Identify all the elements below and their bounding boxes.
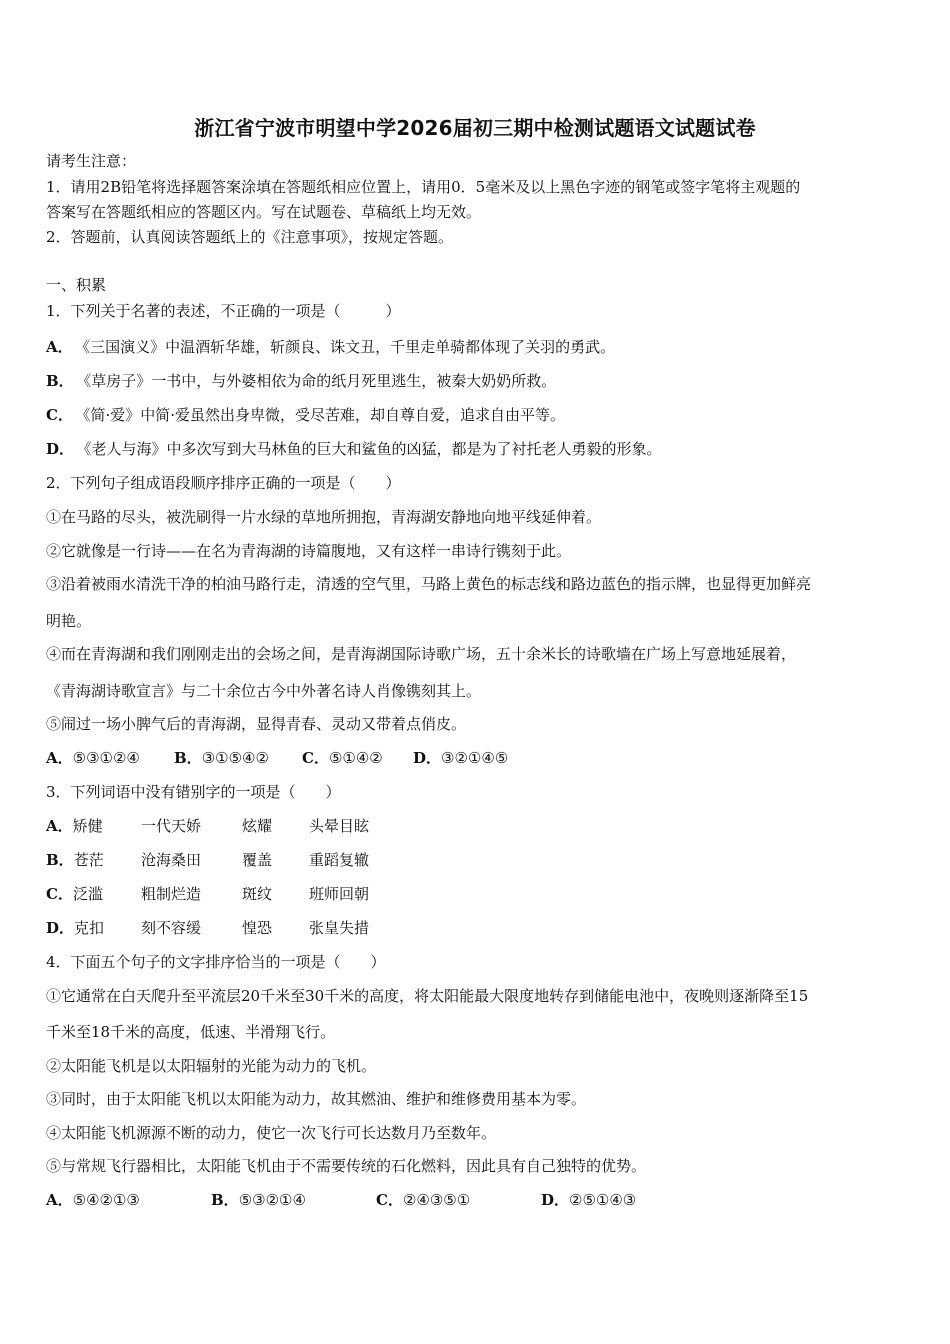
q2-sentence: ④而在青海湖和我们刚刚走出的会场之间，是青海湖国际诗歌广场，五十余米长的诗歌墙在广场上写意地延展着， <box>46 645 797 663</box>
option-text: ②④③⑤① <box>402 1191 471 1209</box>
q2-sentence: 《青海湖诗歌宣言》与二十余位古今中外著名诗人肖像镌刻其上。 <box>46 682 482 700</box>
q4-sentence: ②太阳能飞机是以太阳辐射的光能为动力的飞机。 <box>46 1057 377 1075</box>
option-word: 张皇失措 <box>309 919 370 937</box>
notice-heading: 请考生注意： <box>46 152 137 170</box>
q2-sentence: ②它就像是一行诗——在名为青海湖的诗篇腹地，又有这样一串诗行镌刻于此。 <box>46 542 572 560</box>
option-word: 班师回朝 <box>309 885 370 903</box>
option-label: B． <box>211 1191 239 1209</box>
q3-option-d-label <box>46 919 104 937</box>
option-word: 炫耀 <box>242 817 273 835</box>
option-word: 苍茫 <box>73 851 104 869</box>
option-text: ③①⑤④② <box>201 749 269 767</box>
option-label: C． <box>376 1191 403 1209</box>
option-text: 《草房子》一书中，与外婆相依为命的纸月死里逃生，被秦大奶奶所救。 <box>83 372 557 390</box>
q2-sentence: ①在马路的尽头，被洗刷得一片水绿的草地所拥抱，青海湖安静地向地平线延伸着。 <box>46 508 602 526</box>
section-heading: 一、积累 <box>46 276 107 294</box>
q4-option-d <box>541 1191 636 1209</box>
option-word: 覆盖 <box>242 851 273 869</box>
option-word: 一代天娇 <box>141 817 202 835</box>
option-text: 《老人与海》中多次写到大马林鱼的巨大和鲨鱼的凶猛，都是为了衬托老人勇毅的形象。 <box>84 440 662 458</box>
option-label: A． <box>46 1191 73 1209</box>
option-word: 粗制烂造 <box>141 885 202 903</box>
option-text: ⑤③②①④ <box>238 1191 306 1209</box>
option-word: 斑纹 <box>242 885 273 903</box>
option-label: A． <box>46 817 73 835</box>
q4-option-a <box>46 1191 140 1209</box>
q2-sentence: ⑤闹过一场小脾气后的青海湖，显得青春、灵动又带着点俏皮。 <box>46 715 467 733</box>
q4-sentence: ①它通常在白天爬升至平流层20千米至30千米的高度，将太阳能最大限度地转存到储能电池中，夜晚则逐渐降至15 <box>46 987 809 1005</box>
q3-option-b-label <box>46 851 104 869</box>
option-label: A． <box>46 749 73 767</box>
option-text: ⑤①④② <box>328 749 383 767</box>
q2-sentence: ③沿着被雨水清洗干净的柏油马路行走，清透的空气里，马路上黄色的标志线和路边蓝色的指示牌，也显得更加鲜亮 <box>46 575 812 593</box>
notice-line: 1．请用2B铅笔将选择题答案涂填在答题纸相应位置上，请用0．5毫米及以上黑色字迹的钢笔或签字笔将主观题的 <box>46 178 801 196</box>
question-3-stem: 3．下列词语中没有错别字的一项是（ ） <box>46 783 341 801</box>
question-2-stem: 2．下列句子组成语段顺序排序正确的一项是（ ） <box>46 474 401 492</box>
option-word: 刻不容缓 <box>141 919 202 937</box>
option-word: 克扣 <box>74 919 105 937</box>
page-title: 浙江省宁波市明望中学2026届初三期中检测试题语文试题试卷 <box>194 116 756 140</box>
q1-option-c <box>46 406 565 424</box>
q2-option-a <box>46 749 140 767</box>
option-label: D． <box>541 1191 570 1209</box>
q1-option-b <box>46 372 556 390</box>
option-word: 头晕目眩 <box>309 817 370 835</box>
option-label: D． <box>413 749 442 767</box>
option-text: ⑤③①②④ <box>72 749 140 767</box>
notice-line: 答案写在答题纸相应的答题区内。写在试题卷、草稿纸上均无效。 <box>46 203 482 221</box>
q3-option-a-label <box>46 817 103 835</box>
q2-option-b <box>174 749 269 767</box>
q2-sentence: 明艳。 <box>46 612 92 630</box>
option-word: 重蹈复辙 <box>309 851 370 869</box>
q4-option-c <box>376 1191 470 1209</box>
q1-option-a <box>46 338 615 356</box>
option-label: B． <box>46 851 74 869</box>
q4-sentence: ③同时，由于太阳能飞机以太阳能为动力，故其燃油、维护和维修费用基本为零。 <box>46 1090 587 1108</box>
q4-sentence: ⑤与常规飞行器相比，太阳能飞机由于不需要传统的石化燃料，因此具有自己独特的优势。 <box>46 1157 647 1175</box>
q2-option-d <box>413 749 508 767</box>
option-word: 惶恐 <box>242 919 273 937</box>
option-text: ②⑤①④③ <box>569 1191 637 1209</box>
option-label: D． <box>46 919 75 937</box>
q4-option-b <box>211 1191 306 1209</box>
q1-option-d <box>46 440 662 458</box>
option-label: A． <box>46 338 73 356</box>
option-label: C． <box>46 885 73 903</box>
option-text: ⑤④②①③ <box>72 1191 140 1209</box>
q2-option-c <box>302 749 383 767</box>
q4-sentence: 千米至18千米的高度，低速、半滑翔飞行。 <box>46 1023 336 1041</box>
option-text: 《简·爱》中简·爱虽然出身卑微，受尽苦难，却自尊自爱，追求自由平等。 <box>82 406 565 424</box>
option-label: D． <box>46 440 75 458</box>
question-4-stem: 4．下面五个句子的文字排序恰当的一项是（ ） <box>46 953 386 971</box>
option-label: B． <box>174 749 202 767</box>
option-label: C． <box>46 406 73 424</box>
option-label: B． <box>46 372 74 390</box>
option-text: 《三国演义》中温酒斩华雄，斩颜良、诛文丑，千里走单骑都体现了关羽的勇武。 <box>82 338 616 356</box>
option-word: 矫健 <box>72 817 103 835</box>
option-text: ③②①④⑤ <box>441 749 509 767</box>
question-1-stem: 1．下列关于名著的表述，不正确的一项是（ ） <box>46 302 401 320</box>
option-word: 泛滥 <box>72 885 103 903</box>
option-label: C． <box>302 749 329 767</box>
option-word: 沧海桑田 <box>141 851 202 869</box>
q3-option-c-label <box>46 885 103 903</box>
q4-sentence: ④太阳能飞机源源不断的动力，使它一次飞行可长达数月乃至数年。 <box>46 1124 497 1142</box>
notice-line: 2．答题前，认真阅读答题纸上的《注意事项》，按规定答题。 <box>46 228 454 246</box>
